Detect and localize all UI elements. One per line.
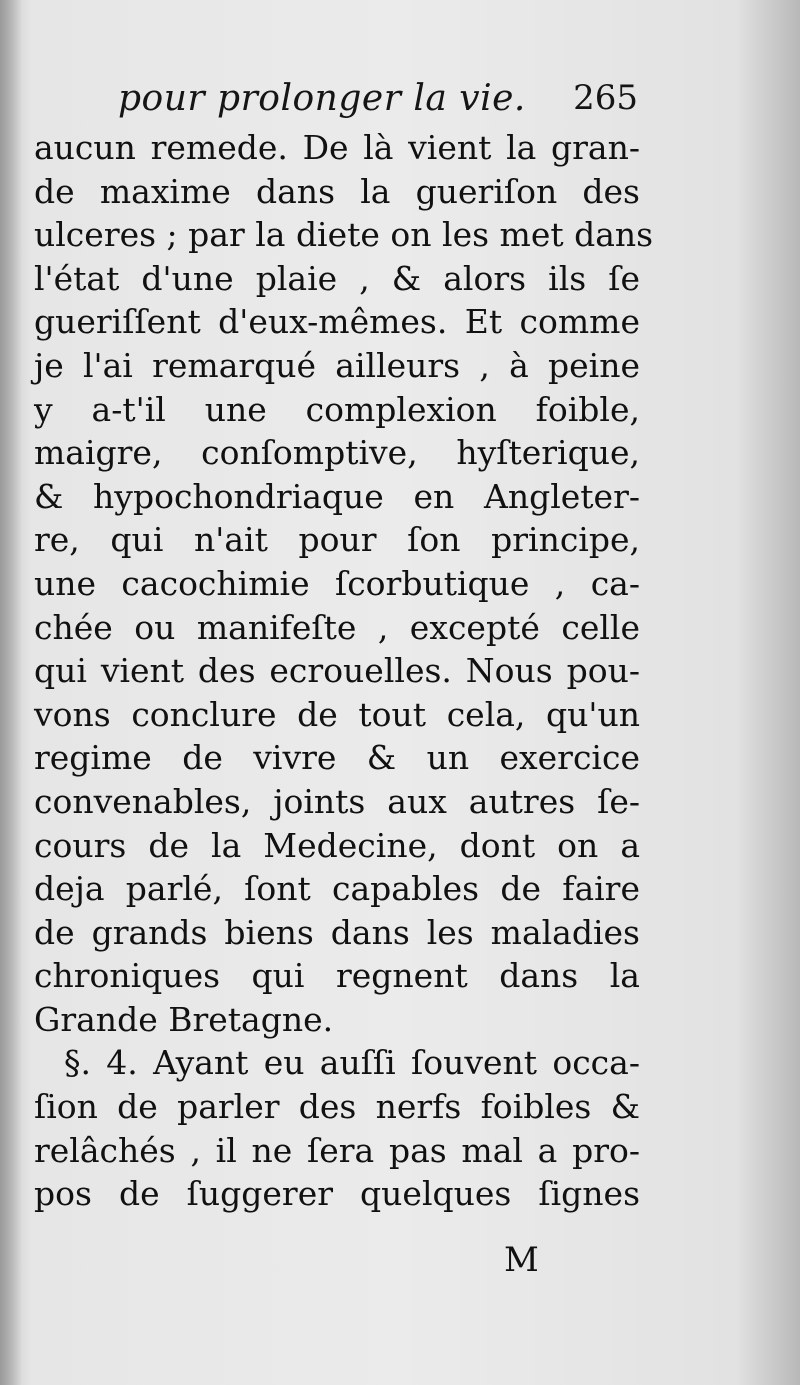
text-line: cours de la Medecine, dont on a	[34, 825, 640, 865]
page-gutter-shadow	[0, 0, 22, 1385]
text-line: ulceres ; par la diete on les met dans	[34, 215, 654, 255]
page-number: 265	[573, 78, 638, 118]
text-line: qui vient des ecrouelles. Nous pou-	[34, 651, 640, 691]
text-line: chée ou manifeſte , excepté celle	[34, 607, 640, 647]
text-line: relâchés , il ne ſera pas mal a pro-	[34, 1130, 640, 1170]
text-line: re, qui n'ait pour ſon principe,	[34, 520, 640, 560]
text-line: l'état d'une plaie , & alors ils ſe	[34, 258, 640, 298]
text-line: y a-t'il une complexion foible,	[34, 389, 640, 429]
catchword: M	[504, 1240, 539, 1280]
text-line: convenables, joints aux autres ſe-	[34, 781, 640, 821]
text-line: regime de vivre & un exercice	[34, 738, 640, 778]
text-line: de maxime dans la gueriſon des	[34, 171, 640, 211]
running-title: pour prolonger la vie.	[118, 78, 526, 119]
text-line: & hypochondriaque en Angleter-	[34, 476, 640, 516]
text-line: une cacochimie ſcorbutique , ca-	[34, 563, 640, 603]
text-line: je l'ai remarqué ailleurs , à peine	[34, 345, 640, 385]
text-line: deja parlé, ſont capables de faire	[34, 869, 640, 909]
text-line: gueriſſent d'eux-mêmes. Et comme	[34, 302, 640, 342]
text-line: maigre, conſomptive, hyſterique,	[34, 433, 640, 473]
text-line-paragraph-start: §. 4. Ayant eu auſſi ſouvent occa-	[64, 1043, 640, 1083]
body-text	[34, 126, 654, 1216]
text-line: pos de ſuggerer quelques ſignes	[34, 1174, 640, 1214]
text-line: chroniques qui regnent dans la	[34, 956, 640, 996]
text-line: aucun remede. De là vient la gran-	[34, 128, 640, 167]
text-line-paragraph-end: Grande Bretagne.	[34, 999, 334, 1039]
text-line: de grands biens dans les maladies	[34, 912, 640, 952]
text-line: vons conclure de tout cela, qu'un	[34, 694, 640, 734]
text-line: ſion de parler des nerfs foibles &	[34, 1087, 640, 1127]
